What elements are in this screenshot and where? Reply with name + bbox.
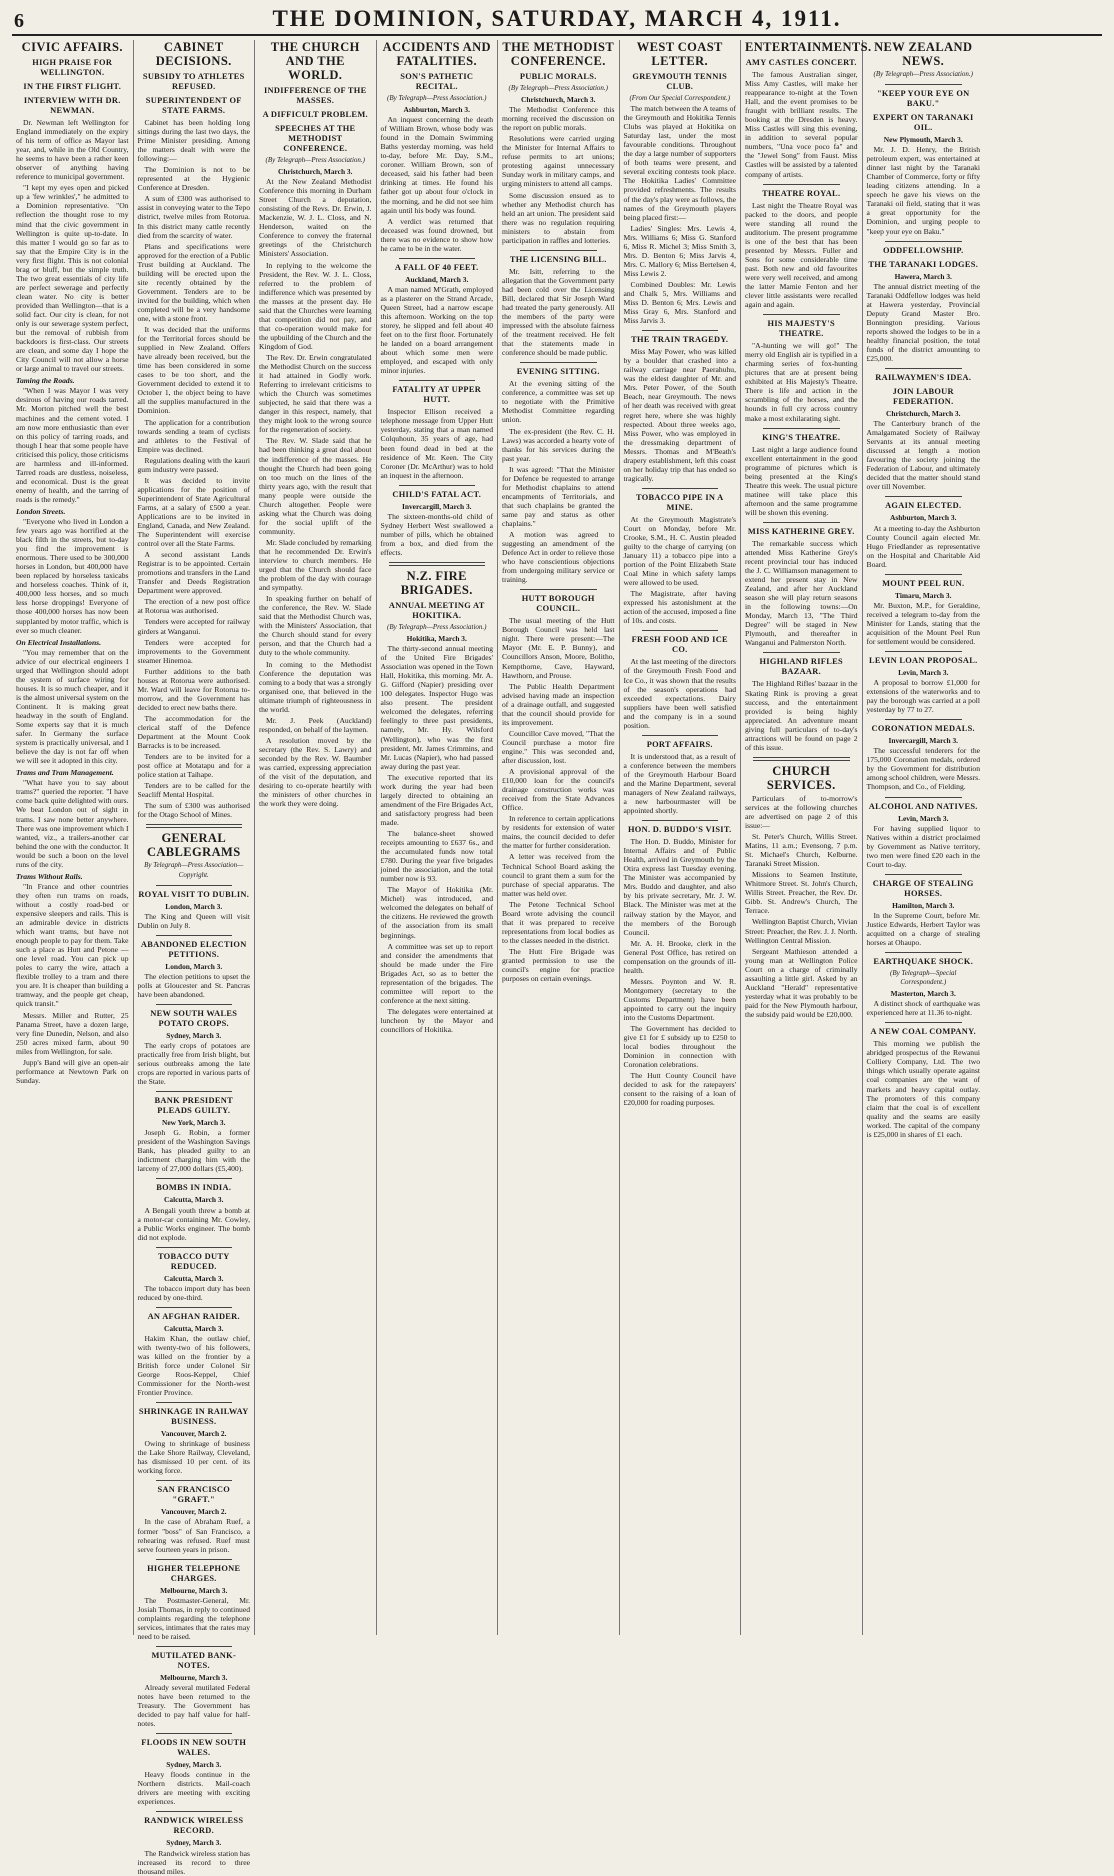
paragraph: The sum of £300 was authorised for the Otago School of Mines. xyxy=(137,801,250,820)
article-headline: MUTILATED BANK-NOTES. xyxy=(151,1650,237,1670)
section-headline: THE CHURCH AND THE WORLD. xyxy=(270,40,360,82)
article-divider xyxy=(885,368,963,369)
paragraph: A Bengali youth threw a bomb at a motor-car containing Mr. Cowley, a Public Works engineer. The bomb did not explode. xyxy=(137,1205,250,1242)
article-headline: SUPERINTENDENT OF STATE FARMS. xyxy=(145,96,242,115)
paragraph: The Methodist Conference this morning received the discussion on the report on public morals. xyxy=(502,105,615,133)
article-divider xyxy=(156,1811,233,1812)
dateline: Christchurch, March 3. xyxy=(521,95,596,105)
paragraph: In the Supreme Court, before Mr. Justice Edwards, Herbert Taylor was acquitted on a charge of stealing horses at Ohaupo. xyxy=(866,910,980,947)
article-headline: ODDFELLOWSHIP. xyxy=(883,245,964,255)
paragraph: The usual meeting of the Hutt Borough Council was held last night. There were present:—The Mayor (Mr. E. P. Bunny), and Councillors Anson, Moore, Bolitho, Kempthorne, Cave, Hayward, Hawthorn, and Prouse. xyxy=(502,616,615,680)
paragraph: Messrs. Poynton and W. R. Montgomery (secretary to the Customs Department) have been appointed to carry out the inquiry into the Customs Department. xyxy=(623,976,736,1023)
paragraph: Tenders were accepted for improvements to the Government steamer Hinemoa. xyxy=(137,637,250,665)
paragraph: St. Peter's Church, Willis Street. Matins, 11 a.m.; Evensong, 7 p.m. St. Michael's Church, Kelburne. Taranaki Street Mission. xyxy=(745,832,858,869)
section-headline: ACCIDENTS AND FATALITIES. xyxy=(382,40,491,68)
article-divider xyxy=(642,488,719,489)
article-divider xyxy=(885,952,963,953)
article-headline: A DIFFICULT PROBLEM. xyxy=(262,110,368,119)
paragraph: Last night the Theatre Royal was packed to the doors, and people were standing all round the auditorium. The present programme is one of the best that has been presented by Messrs. Fuller and Sons for some considerable time past. Both new and old favourites were very well received, and among the latter Mamie Fenton and her clever little assistants were recalled again and again. xyxy=(745,200,858,310)
article-headline: CHARGE OF STEALING HORSES. xyxy=(872,878,974,898)
column-7 xyxy=(741,40,872,1635)
dateline: Sydney, March 3. xyxy=(166,1030,222,1040)
article-divider xyxy=(156,935,233,936)
paragraph: The executive reported that its work during the year had been largely directed to obtaining an amendment of the Fire Brigades Act, and satisfactory progress had been made. xyxy=(380,772,493,827)
paragraph: Already several mutilated Federal notes have been returned to the Treasury. The Government has decided to pay half value for half-notes. xyxy=(137,1683,250,1729)
article-divider xyxy=(885,651,963,652)
article-headline: FRESH FOOD AND ICE CO. xyxy=(631,635,728,655)
paragraph: Some discussion ensued as to whether any Methodist church has held an art union. The president said there was no regulation requiring ministers to abstain from participation in raffles and lotteries. xyxy=(502,190,615,245)
paragraph: The Public Health Department advised having made an inspection of a drainage outfall, and suggested that the council should provide for its improvement. xyxy=(502,681,615,727)
article-headline: AMY CASTLES CONCERT. xyxy=(745,58,857,67)
section-divider xyxy=(389,562,486,566)
article-divider xyxy=(156,1559,233,1560)
article-divider xyxy=(156,1247,233,1248)
article-headline: FATALITY AT UPPER HUTT. xyxy=(392,385,482,405)
paragraph: Mr. J. D. Henry, the British petroleum expert, was entertained at dinner last night by the Taranaki Chamber of Commerce, forty or fifty leading citizens attending. In a speech he gave his views on the Taranaki oil field, stating that it was a great opportunity for the Dominion, and urging people to "keep your eye on Baku." xyxy=(866,145,980,236)
paragraph: For having supplied liquor to Natives within a district proclaimed by Government as Native territory, two men were fined £20 each in the Court to-day. xyxy=(866,823,980,869)
article-headline: TOBACCO DUTY REDUCED. xyxy=(157,1251,230,1271)
article-headline: GREYMOUTH TENNIS CLUB. xyxy=(632,72,728,91)
article-divider xyxy=(156,1307,233,1308)
paragraph: Further additions to the bath houses at Rotorua were authorised. Mr. Ward will leave for Rotorua to-morrow, and the Government has decided to erect new baths there. xyxy=(137,666,250,712)
paragraph: A sum of £300 was authorised to assist in conveying water to the Tepo district, twelve miles from Rotorua. In this district many cattle recently died from the scarcity of water. xyxy=(137,194,250,240)
article-divider xyxy=(520,250,597,251)
article-headline: FLOODS IN NEW SOUTH WALES. xyxy=(141,1738,247,1758)
article-divider xyxy=(156,1733,233,1734)
paragraph: In coming to the Methodist Conference the deputation was coming to a body that was a strongly organised one, that believed in the ultimate triumph of righteousness in the world. xyxy=(259,659,372,714)
paragraph: Tenders were accepted for railway girders at Wanganui. xyxy=(137,617,250,636)
article-divider xyxy=(399,485,476,486)
article-headline: ALCOHOL AND NATIVES. xyxy=(868,801,978,811)
article-headline: INDIFFERENCE OF THE MASSES. xyxy=(264,86,367,105)
byline: (By Telegraph—Press Association.) xyxy=(387,622,487,631)
article-divider xyxy=(156,1402,233,1403)
dateline: Calcutta, March 3. xyxy=(164,1323,224,1333)
column-1 xyxy=(12,40,134,1635)
article-headline: TOBACCO PIPE IN A MINE. xyxy=(635,492,724,512)
article-headline: AN AFGHAN RAIDER. xyxy=(147,1311,240,1321)
paragraph: At the New Zealand Methodist Conference this morning in Durham Street Church a deputation, consisting of the Revs. Dr. Erwin, J. Mackenzie, W. J. L. Closs, and N. Henderson, waited on the Conference to convey the fraternal greetings of the Christchurch Ministers' Association. xyxy=(259,177,372,259)
article-divider xyxy=(885,84,963,85)
article-headline: ABANDONED ELECTION PETITIONS. xyxy=(140,939,247,959)
section-headline: N.Z. FIRE BRIGADES. xyxy=(400,568,473,597)
paragraph: Resolutions were carried urging the Minister for Internal Affairs to refuse permits to art unions; protesting against unnecessary Sunday work in military camps, and urging ministers to attend all camps. xyxy=(502,134,615,189)
article-headline: BANK PRESIDENT PLEADS GUILTY. xyxy=(154,1096,233,1116)
article-divider xyxy=(763,652,840,653)
paragraph: At the Greymouth Magistrate's Court on Monday, before Mr. Crooke, S.M., H. C. Austin pleaded guilty to the charge of carrying (on January 11) a tobacco pipe into a portion of the Point Elizabeth State Coal Mine in which safety lamps were allowed to be used. xyxy=(623,514,736,588)
dateline: New Plymouth, March 3. xyxy=(883,135,963,145)
article-divider xyxy=(642,820,719,821)
article-divider xyxy=(399,258,476,259)
article-headline: THE TARANAKI LODGES. xyxy=(868,259,979,269)
article-divider xyxy=(885,1022,963,1023)
article-headline: HIS MAJESTY'S THEATRE. xyxy=(767,319,835,339)
masthead xyxy=(12,4,1102,36)
article-divider xyxy=(156,1646,233,1647)
paragraph: In replying to the welcome the President, the Rev. W. J. L. Closs, referred to the problem of indifference which was presented by the masses at the present day. He said that the Churches were learning that competition did not pay, and that co-operation would make for the upbuilding of the Church and the Kingdom of God. xyxy=(259,260,372,351)
paragraph: Regulations dealing with the kauri gum industry were passed. xyxy=(137,455,250,474)
paragraph: At the evening sitting of the conference, a committee was set up to negotiate with the Primitive Methodist Committee regarding union. xyxy=(502,379,615,425)
paragraph: Tenders are to be called for the Seacliff Mental Hospital. xyxy=(137,781,250,800)
section-headline: THE METHODIST CONFERENCE. xyxy=(502,40,615,68)
article-divider xyxy=(156,1178,233,1179)
paragraph: At the last meeting of the directors of the Greymouth Fresh Food and Ice Co., it was shown that the results of the season's operations had exceeded expectations. Dairy suppliers have been well satisfied and the company is in a sound position. xyxy=(623,657,736,730)
dateline: Melbourne, March 3. xyxy=(160,1672,228,1682)
dateline: Christchurch, March 3. xyxy=(886,409,961,419)
paragraph: It was decided to invite applications for the position of Superintendent of State Agricultural Farms, at a salary of £500 a year. Applications are to be invited in England, Canada, and New Zealand. The Superintendent will exercise control over all the State Farms. xyxy=(137,475,250,549)
article-divider xyxy=(156,1091,233,1092)
paragraph: A committee was set up to report and consider the amendments that should be made under the Fire Brigades Act, so as to better the representation of the brigades. The committee will report to the conference at the next sitting. xyxy=(380,941,493,1005)
page-number: 6 xyxy=(14,10,24,32)
article-headline: "KEEP YOUR EYE ON BAKU." xyxy=(876,89,970,109)
paragraph: Missions to Seamen Institute, Whitmore Street. St. John's Church, Willis Street. Preacher, the Rev. Dr. Gibb. St. Andrew's Church, The Terrace. xyxy=(745,870,858,916)
article-headline: NEW SOUTH WALES POTATO CROPS. xyxy=(150,1008,238,1028)
section-headline: GENERAL CABLEGRAMS xyxy=(146,831,241,860)
paragraph: The Rev. W. Slade said that he had been thinking a great deal about the indifference of the masses. He thought the Church had been going on too much on the lines of the thirty years ago, with the result that many people were outside the Church altogether. People were asking what the Church was doing for the social uplift of the community. xyxy=(259,436,372,536)
paragraph: Inspector Ellison received a telephone message from Upper Hutt yesterday, stating that a man named Colquhoun, 35 years of age, had been found dead in bed at the residence of Mr. Keen. The City Coroner (Dr. McArthur) was to hold an inquest in the afternoon. xyxy=(380,407,493,480)
article-divider xyxy=(156,1004,233,1005)
subheading: Trams Without Rails. xyxy=(16,871,83,881)
article-divider xyxy=(885,874,963,875)
paragraph: Heavy floods continue in the Northern districts. Mail-coach drivers are meeting with exciting experiences. xyxy=(137,1770,250,1807)
paragraph: The remarkable success which attended Miss Katherine Grey's recent provincial tour has induced the J. C. Williamson management to extend her present stay in New Zealand, and after her Auckland season she will play return seasons in the following towns:—On Monday, March 13, "The Third Degree" will be staged in New Plymouth, and thereafter in Wanganui and Palmerston North. xyxy=(745,538,858,648)
section-headline: WEST COAST LETTER. xyxy=(636,40,723,68)
article-headline: HIGHER TELEPHONE CHARGES. xyxy=(147,1563,241,1583)
dateline: Calcutta, March 3. xyxy=(164,1273,224,1283)
dateline: Ashburton, March 3. xyxy=(890,513,957,523)
paragraph: "Everyone who lived in London a few years ago was horrified at the black filth in the streets, but to-day you find the improvement is enormous. There used to be 300,000 horses in London, but 400,000 have been replaced by horseless taxicabs and horseless coaches. Think of it, 400,000 less horses, and so much less horse droppings! Everyone of those 400,000 horses has now been supplanted by motor traffic, which is ever so much cleaner. xyxy=(16,517,129,635)
paragraph: The Postmaster-General, Mr. Josiah Thomas, in reply to continued complaints regarding the telephone services, intimates that the rates may need to be raised. xyxy=(137,1595,250,1641)
article-divider xyxy=(642,630,719,631)
article-headline: HIGH PRAISE FOR WELLINGTON. xyxy=(32,58,113,77)
article-divider xyxy=(642,735,719,736)
byline: (By Telegraph—Press Association.) xyxy=(873,70,973,78)
paragraph: The election petitions to upset the polls at Gloucester and St. Pancras have been abandoned. xyxy=(137,971,250,999)
paragraph: Hakim Khan, the outlaw chief, with twenty-two of his followers, was killed on the frontier by a British force under Colonel Sir George Roos-Keppel, Chief Commissioner for the North-west Frontier Province. xyxy=(137,1333,250,1398)
article-headline: EVENING SITTING. xyxy=(516,367,600,377)
dateline: Masterton, March 3. xyxy=(890,989,956,999)
paragraph: "I kept my eyes open and picked up a 'few wrinkles'," he admitted to a Dominion representative. "On reflection the thought rose to my mind that the civic government in Wellington is quite up-to-date. In this matter I would go so far as to say that the Empire City is in the very first flight. This is not colonial brag or bluff, but the simple truth. The two great essentials of city life are perfect sewerage and perfectly clean water. No city is better provided than Wellington—that is a solid fact. Our city is clean, for not only is our sewerage system perfect, but the removal of rubbish from backdoors is first-class. Our streets are clean, and some day I hope the City Council will not allow a horse or large animal to travel our streets. xyxy=(16,183,129,374)
column-8 xyxy=(863,40,985,1635)
article-headline: ANNUAL MEETING AT HOKITIKA. xyxy=(388,600,485,620)
article-headline: A FALL OF 40 FEET. xyxy=(394,262,479,272)
subheading: London Streets. xyxy=(16,506,66,516)
paragraph: In speaking further on behalf of the conference, the Rev. W. Slade said that the Methodist Church was, with the Ministers' Association, that the Church should stand for every person, and that the Church had a duty to the whole community. xyxy=(259,594,372,658)
article-headline: SHRINKAGE IN RAILWAY BUSINESS. xyxy=(138,1407,249,1427)
subheading: On Electrical Installations. xyxy=(16,637,102,647)
paragraph: The balance-sheet showed receipts amounting to £637 6s., and the accumulated funds now total £780. During the year five brigades joined the association, and the total number now is 93. xyxy=(380,829,493,884)
paragraph: The ex-president (the Rev. C. H. Laws) was accorded a hearty vote of thanks for his services during the past year. xyxy=(502,426,615,463)
subheading: Trams and Tram Management. xyxy=(16,768,114,778)
paragraph: A verdict was returned that deceased was found drowned, but there was no evidence to show how he came to be in the water. xyxy=(380,216,493,253)
paragraph: Sergeant Mathieson attended a young man at Wellington Police Court on a charge of criminally assaulting a little girl. Asked by an Auckland "Herald" representative yesterday what it was probably to be paid for the New Plymouth harbour, the subsidy paid would be £20,000. xyxy=(745,946,858,1019)
dateline: Vancouver, March 2. xyxy=(161,1429,227,1439)
paragraph: The Hutt County Council have decided to ask for the ratepayers' consent to the raising of a loan of £20,000 for roading purposes. xyxy=(623,1071,736,1108)
article-headline: PORT AFFAIRS. xyxy=(646,739,713,749)
column-2 xyxy=(134,40,256,1876)
column-6 xyxy=(620,40,742,1635)
paragraph: The King and Queen will visit Dublin on July 8. xyxy=(137,911,250,930)
article-headline: EXPERT ON TARANAKI OIL. xyxy=(873,113,974,133)
paragraph: A motion was agreed to suggesting an amendment of the Defence Act in order to relieve those who have conscientious objections from undergoing military service or training. xyxy=(502,530,615,585)
dateline: Invercargill, March 3. xyxy=(888,736,958,746)
article-divider xyxy=(763,428,840,429)
paragraph: Jupp's Band will give an open-air performance at Newtown Park on Sunday. xyxy=(16,1057,129,1085)
article-divider xyxy=(885,719,963,720)
paragraph: In reference to certain applications by residents for extension of water mains, the council decided to defer the matter for further consideration. xyxy=(502,814,615,851)
paragraph: The sixteen-months-old child of Sydney Herbert West swallowed a number of pills, which he obtained from a box, and died from the effects. xyxy=(380,511,493,557)
section-headline: CHURCH SERVICES. xyxy=(766,763,836,792)
subheading: Taming the Roads. xyxy=(16,376,75,386)
paragraph: Joseph G. Robin, a former president of the Washington Savings Bank, has pleaded guilty to an indictment charging him with the larceny of 27,000 dollars (£5,400). xyxy=(137,1128,250,1174)
paragraph: The tobacco import duty has been reduced by one-third. xyxy=(137,1283,250,1302)
paragraph: Mr. Buxton, M.P., for Geraldine, received a telegram to-day from the Minister for Lands, stating that the acquisition of the Mount Peel Run for settlement would be considered. xyxy=(866,600,980,646)
article-headline: THE LICENSING BILL. xyxy=(509,254,607,264)
paragraph: Plans and specifications were approved for the erection of a Public Trust building at Auckland. The building will be erected upon the site recently obtained by the Government. Tenders are to be invited for the building, which when completed will be a very handsome one, with a stone front. xyxy=(137,241,250,323)
article-divider xyxy=(885,241,963,242)
dateline: Hokitika, March 3. xyxy=(406,634,467,644)
article-divider xyxy=(642,330,719,331)
article-headline: KING'S THEATRE. xyxy=(762,432,841,442)
paragraph: The early crops of potatoes are practically free from Irish blight, but serious outbreaks among the late crops are reported in various parts of the State. xyxy=(137,1040,250,1087)
paragraph: The Petone Technical School Board wrote advising the council that it was prepared to receive representations from local bodies as to the classes needed in the district. xyxy=(502,899,615,945)
paragraph: The annual district meeting of the Taranaki Oddfellow lodges was held at Hawera yesterday, Provincial Deputy Grand Master Bro. Bonnington presiding. Various reports showed the lodges to be in a healthy financial position, the total funds of the district amounting to £25,000. xyxy=(866,281,980,363)
article-headline: SPEECHES AT THE METHODIST CONFERENCE. xyxy=(275,124,356,153)
section-headline: CIVIC AFFAIRS. xyxy=(21,40,123,54)
dateline: Melbourne, March 3. xyxy=(160,1585,228,1595)
byline: (By Telegraph—Press Association.) xyxy=(508,84,608,92)
article-divider xyxy=(763,184,840,185)
article-headline: ROYAL VISIT TO DUBLIN. xyxy=(138,889,250,899)
dateline: Levin, March 3. xyxy=(898,813,949,823)
section-divider xyxy=(146,824,243,828)
article-headline: JOIN LABOUR FEDERATION. xyxy=(892,387,954,407)
dateline: Levin, March 3. xyxy=(898,668,949,678)
article-divider xyxy=(885,574,963,575)
dateline: Invercargill, March 3. xyxy=(401,501,472,511)
dateline: Calcutta, March 3. xyxy=(164,1195,224,1205)
paragraph: An inquest concerning the death of William Brown, whose body was found in the Domain Swimming Baths yesterday morning, was held to-day, before Mr. Day, S.M., coroner. William Brown, son of deceased, said his father had been drinking at times. He found his father got up about four o'clock in the morning, and he did not see him again until his body was found. xyxy=(380,115,493,215)
column-3 xyxy=(255,40,377,1635)
article-headline: THE TRAIN TRAGEDY. xyxy=(631,335,729,345)
paragraph: The Hon. D. Buddo, Minister for Internal Affairs and of Public Health, arrived in Greymouth by the Otira express last Tuesday evening. The Minister was accompanied by Mrs. Buddo and daughter, and also by his private secretary, Mr. J. W. Black. The Minister was met at the railway station by the Mayor, and the members of the Borough Council. xyxy=(623,837,736,937)
paragraph: Combined Doubles: Mr. Lewis and Chalk 5, Mrs. Williams and Miss D. Benton 6; Mrs. Lewis and Miss Gray 6, Mrs. Stanford and Miss Jarvis 3. xyxy=(623,279,736,326)
dateline: Ashburton, March 3. xyxy=(403,105,470,115)
dateline: Sydney, March 3. xyxy=(166,1760,222,1770)
paragraph: A man named M'Grath, employed as a plasterer on the Strand Arcade, Queen Street, had a narrow escape this afternoon. Working on the top storey, he slipped and fell about 40 feet on to the first floor. Fortunately he landed on a board arrangement about which some men were employed, and escaped with only minor injuries. xyxy=(380,284,493,376)
paragraph: Cabinet has been holding long sittings during the last two days, the Prime Minister presiding. Among the matters dealt with were the following:— xyxy=(137,118,250,164)
paragraph: A resolution moved by the secretary (the Rev. S. Lawry) and seconded by the Rev. W. Baumber was carried, expressing appreciation of the visit of the deputation, and desiring to co-operate heartily with the ministers of other churches in the work they were doing. xyxy=(259,735,372,809)
dateline: Auckland, March 3. xyxy=(405,274,469,284)
paragraph: "You may remember that on the advice of our electrical engineers I urged that Wellington should adopt the system of surface wiring for houses. It is so much cheaper, and it is the almost universal system on the Continent. It is making great headway in the south of England. Some experts say that it is much safer. In Germany the surface system is practically universal, and I believe the day is not far off when we will see it adopted in this city. xyxy=(16,647,129,766)
dateline: London, March 3. xyxy=(165,961,223,971)
article-headline: THEATRE ROYAL. xyxy=(762,188,841,198)
dateline: Sydney, March 3. xyxy=(166,1838,222,1848)
article-headline: A NEW COAL COMPANY. xyxy=(870,1027,977,1037)
article-headline: CORONATION MEDALS. xyxy=(871,724,975,734)
dateline: Hamilton, March 3. xyxy=(892,900,955,910)
paragraph: A letter was received from the Technical School Board asking the council to grant them a sum for the purchase of special apparatus. The matter was held over. xyxy=(502,852,615,898)
paragraph: Last night a large audience found excellent entertainment in the good programme of pictures which is being presented at the King's Theatre this week. The usual picture matinee will take place this afternoon and the same programme will be shown this evening. xyxy=(745,444,858,517)
article-headline: HON. D. BUDDO'S VISIT. xyxy=(627,825,732,835)
article-headline: SAN FRANCISCO "GRAFT." xyxy=(157,1485,231,1505)
paragraph: A provisional approval of the £10,000 loan for the council's drainage construction works was received from the State Advances Office. xyxy=(502,767,615,813)
paragraph: A second assistant Lands Registrar is to be appointed. Certain promotions and transfers in the Land Transfer and Deeds Registration Department were approved. xyxy=(137,550,250,596)
paragraph: The thirty-second annual meeting of the United Fire Brigades' Association was opened in the Town Hall, Hokitika, this morning. Mr. A. G. Gifford (Napier) presiding over 100 delegates. Inspector Hugo was also present. The president welcomed the delegates, referring feelingly to three past presidents, namely, Mr. Hy. Wilsford (Wellington), who was the first president, Mr. James Crimmins, and Mr. Lucas (Napier), who had passed away during the past year. xyxy=(380,644,493,771)
article-divider xyxy=(156,1480,233,1481)
article-divider xyxy=(520,362,597,363)
article-headline: LEVIN LOAN PROPOSAL. xyxy=(868,656,978,666)
paragraph: The Canterbury branch of the Amalgamated Society of Railway Servants at its annual meeting discussed at length a motion favouring the society joining the Federation of Labour, and ultimately decided that the matter should stand over till November. xyxy=(866,419,980,492)
paragraph: It is understood that, as a result of a conference between the members of the Greymouth Harbour Board and the Marine Department, several managers of New Zealand railways, a new harbourmaster will be appointed shortly. xyxy=(623,751,736,816)
paragraph: Mr. A. H. Brooke, clerk in the General Post Office, has retired on compensation on the grounds of ill-health. xyxy=(623,938,736,975)
article-divider xyxy=(885,797,963,798)
paragraph: "A-hunting we will go!" The merry old English air is typified in a charming series of fox-hunting pictures that are at present being exhibited at His Majesty's Theatre. There is life and action in the scrambling of the horses, and the hounds in full cry across country make a most exhilarating sight. xyxy=(745,341,858,423)
paragraph: "In France and other countries they often run trams on roads, without a costly road-bed or expensive sleepers and rails. This is an admirable device in districts which want trams, but have not enough people to pay for them. Take such a place as Hutt and Petone —one level road. You can pick up poles to carry the wire, attach a flexible trolley to a tram and there you are. It is cheaper than building a tramway, and the people get cheap, quick transit." xyxy=(16,881,129,1009)
paragraph: At a meeting to-day the Ashburton County Council again elected Mr. Hugo Friedlander as representative on the Hospital and Charitable Aid Board. xyxy=(866,523,980,569)
newspaper-columns xyxy=(12,40,1106,1876)
paragraph: The erection of a new post office at Rotorua was authorised. xyxy=(137,597,250,616)
paragraph: The application for a contribution towards sending a team of cyclists and athletes to the Festival of Empire was declined. xyxy=(137,417,250,454)
paragraph: The Mayor of Hokitika (Mr. Michel) was introduced, and welcomed the delegates on behalf of the citizens. He reviewed the growth of the association from its small beginnings. xyxy=(380,885,493,940)
section-headline: CABINET DECISIONS. xyxy=(155,40,232,68)
paragraph: Councillor Cave moved, "That the Council purchase a motor fire engine." This was seconded and, after discussion, lost. xyxy=(502,728,615,765)
paragraph: Dr. Newman left Wellington for England immediately on the expiry of his term of office as Mayor last year, and, while in the Old Country, he seems to have been a rather keen observer of anything having reference to municipal government. xyxy=(16,118,129,182)
byline: (By Telegraph—Press Association.) xyxy=(265,156,365,164)
paragraph: Ladies' Singles: Mrs. Lewis 4, Mrs. Williams 6; Miss G. Stanford 6, Miss R. Michel 3; Miss Smith 3, Mrs. D. Benton 6; Miss Jarvis 4, Mrs. C. Mallory 6; Miss Bertelsen 4, Miss Lewis 2. xyxy=(623,223,736,278)
article-divider xyxy=(399,380,476,381)
paragraph: A distinct shock of earthquake was experienced here at 11.36 to-night. xyxy=(866,999,980,1018)
article-divider xyxy=(885,496,963,497)
paragraph: Miss May Power, who was killed by a boulder that crashed into a railway carriage near Paerahuhu, was the eldest daughter of Mr. and Mrs. Peter Power, of the South Beach, near Greymouth. The news of her death was received with great regret here, where she was highly respected. About three weeks ago, Miss Power, who was employed in the dressmaking department of Messrs. Thomas and M'Beath's drapery establishment, left this coast on her holiday trip that has ended so tragically. xyxy=(623,347,736,483)
paragraph: Wellington Baptist Church, Vivian Street: Preacher, the Rev. J. J. North. Wellington Central Mission. xyxy=(745,917,858,945)
byline: By Telegraph—Press Association—Copyright. xyxy=(144,861,244,879)
article-headline: CHILD'S FATAL ACT. xyxy=(392,489,482,499)
paragraph: The accommodation for the clerical staff of the Defence Department at the Mount Cook Barracks is to be increased. xyxy=(137,713,250,751)
newspaper-title: THE DOMINION, SATURDAY, MARCH 4, 1911. xyxy=(272,6,842,31)
paragraph: "When I was Mayor I was very desirous of having our roads tarred. Mr. Morton pitched well the best machines and the cement voted. I am now more enthusiastic than ever on this policy of tarring roads, and though I hear that some people have criticised this policy, those criticisms are harmless and ill-informed. Tarred roads are dustless, noiseless, and economical. Dust is the great enemy of health, and the tarring of roads is the remedy." xyxy=(16,386,129,504)
paragraph: The Randwick wireless station has increased its record to three thousand miles. xyxy=(137,1848,250,1876)
dateline: London, March 3. xyxy=(165,901,223,911)
paragraph: In the case of Abraham Ruef, a former "boss" of San Francisco, a rehearing was refused. Ruef must serve fourteen years in prison. xyxy=(137,1517,250,1554)
paragraph: Messrs. Miller and Rutter, 25 Panama Street, have a dozen large, very fine Dunedin, Nelson, and also 250 acres mixed farm, about 90 miles from Wellington, for sale. xyxy=(16,1010,129,1056)
article-headline: RAILWAYMEN'S IDEA. xyxy=(875,373,972,383)
paragraph: The Government has decided to give £1 for £ subsidy up to £250 to local bodies throughout the Dominion in connection with Coronation celebrations. xyxy=(623,1024,736,1070)
paragraph: Particulars of to-morrow's services at the following churches are advertised on page 2 of this issue:— xyxy=(745,793,858,830)
paragraph: Mr. Slade concluded by remarking that he recommended Dr. Erwin's interview to church members. He urged that the Church should face the problem of the day with courage and sympathy. xyxy=(259,537,372,593)
section-divider xyxy=(753,757,850,761)
article-headline: HUTT BOROUGH COUNCIL. xyxy=(521,594,595,614)
paragraph: The delegates were entertained at luncheon by the Mayor and councillors of Hokitika. xyxy=(380,1006,493,1034)
article-headline: BOMBS IN INDIA. xyxy=(156,1183,232,1193)
article-headline: MISS KATHERINE GREY. xyxy=(747,526,855,536)
paragraph: It was decided that the uniforms for the Territorial forces should be supplied in New Zealand. Offers have already been received, but the time has been considered in some cases to be too short, and the Government decided to extend it to October 1, the object being to have all the supplies manufactured in the Dominion. xyxy=(137,325,250,416)
paragraph: "What have you to say about trams?" queried the reporter. "I have come back quite delighted with ours. We beat London out of sight in trams. I saw none better anywhere. There was one improvement which I wanted, viz., a trailers-another car behind the one with the conductor. It would be such a boon on the level runs of the city. xyxy=(16,778,129,869)
article-divider xyxy=(763,314,840,315)
article-headline: IN THE FIRST FLIGHT. xyxy=(23,82,122,91)
paragraph: The Magistrate, after having expressed his astonishment at the action of the accused, imposed a fine of 10s. and costs. xyxy=(623,589,736,626)
byline: (From Our Special Correspondent.) xyxy=(629,94,731,102)
paragraph: This morning we publish the abridged prospectus of the Rewanui Colliery Company, Ltd. The two things which usually operate against coal companies are the want of markets and heavy capital outlay. The promoters of this company claim that the coal is of excellent quality and the seams are easily worked. The capital of the company is £25,000 in shares of £1 each. xyxy=(866,1039,980,1139)
dateline: New York, March 3. xyxy=(162,1118,226,1128)
section-headline: ENTERTAINMENTS. xyxy=(745,40,872,54)
column-5 xyxy=(498,40,620,1635)
paragraph: The Dominion is not to be represented at the Hygienic Conference at Dresden. xyxy=(137,165,250,193)
paragraph: The match between the A teams of the Greymouth and Hokitika Tennis Clubs was played at Hokitika on Saturday last, under the most favourable conditions. Throughout the day a large number of supporters of both teams were present, and several exciting contests took place. The Hokitika Ladies' Committee provided refreshments. The results of the day's play were as follows, the names of the Greymouth players being placed first:— xyxy=(623,104,736,222)
article-divider xyxy=(520,589,597,590)
paragraph: Mr. J. Peek (Auckland) responded, on behalf of the laymen. xyxy=(259,715,372,734)
paragraph: The Hutt Fire Brigade was granted permission to use the council's engine for practice purposes on certain evenings. xyxy=(502,946,615,984)
dateline: Hawera, March 3. xyxy=(894,271,952,281)
paragraph: Owing to shrinkage of business the Lake Shore Railway, Cleveland, has dismissed 10 per cent. of its working force. xyxy=(137,1439,250,1476)
paragraph: A proposal to borrow £1,000 for extensions of the waterworks and to pay the borough was carried at a poll yesterday by 77 to 27. xyxy=(866,678,980,715)
dateline: Timaru, March 3. xyxy=(895,590,952,600)
paragraph: The successful tenderers for the 175,000 Coronation medals, ordered by the Government for distribution among school children, were Messrs. Thompson, and Co., of Fielding. xyxy=(866,746,980,792)
article-headline: RANDWICK WIRELESS RECORD. xyxy=(144,1816,244,1836)
paragraph: The famous Australian singer, Miss Amy Castles, will make her reappearance to-night at the Town Hall, and the event promises to be fraught with brilliant results. The booking at the Dresden is heavy. Miss Castles will sing this evening, in addition to several popular numbers, "Una voce poco fa" and the "Jewel Song" from Faust. Miss Castles will be assisted by a talented company of artists. xyxy=(745,70,858,179)
byline: (By Telegraph—Special Correspondent.) xyxy=(890,969,957,987)
article-headline: SON'S PATHETIC RECITAL. xyxy=(400,72,474,91)
paragraph: The Rev. Dr. Erwin congratulated the Methodist Church on the success it had attained in Godly work. Referring to irrelevant criticisms to which the Church was sometimes subjected, he said that there was a danger in this respect, namely, that they might look to the wrong source for the regeneration of society. xyxy=(259,352,372,435)
article-divider xyxy=(763,522,840,523)
article-headline: EARTHQUAKE SHOCK. xyxy=(873,957,974,967)
article-headline: AGAIN ELECTED. xyxy=(885,501,962,511)
dateline: Christchurch, March 3. xyxy=(278,167,353,177)
article-divider xyxy=(156,885,233,886)
paragraph: Mr. Isitt, referring to the allegation that the Government party had been cold over the Licensing Bill, declared that Sir Joseph Ward had treated the party generously. All the members of the party were impressed with the absolute fairness of the treatment received. He felt that the statements made in conference should be made public. xyxy=(502,266,615,358)
article-headline: HIGHLAND RIFLES BAZAAR. xyxy=(759,657,843,677)
byline: (By Telegraph—Press Association.) xyxy=(387,94,487,102)
article-headline: MOUNT PEEL RUN. xyxy=(882,578,965,588)
column-4 xyxy=(377,40,499,1635)
dateline: Vancouver, March 2. xyxy=(161,1507,227,1517)
paragraph: Tenders are to be invited for a post office at Motatapu and for a police station at Taihape. xyxy=(137,752,250,780)
article-headline: PUBLIC MORALS. xyxy=(519,72,597,81)
paragraph: It was agreed: "That the Minister for Defence be requested to arrange for Methodist chaplains to attend encampments of Territorials, and that such chaplains be granted the same pay and status as other chaplains." xyxy=(502,464,615,528)
article-headline: SUBSIDY TO ATHLETES REFUSED. xyxy=(142,72,245,91)
article-headline: INTERVIEW WITH DR. NEWMAN. xyxy=(23,96,121,115)
paragraph: The Highland Rifles' bazaar in the Skating Rink is proving a great success, and the entertainment provided is being highly appreciated. An adventure meant giving full particulars of to-day's attractions will be found on page 2 of this issue. xyxy=(745,679,858,752)
section-headline: NEW ZEALAND NEWS. xyxy=(874,40,973,68)
